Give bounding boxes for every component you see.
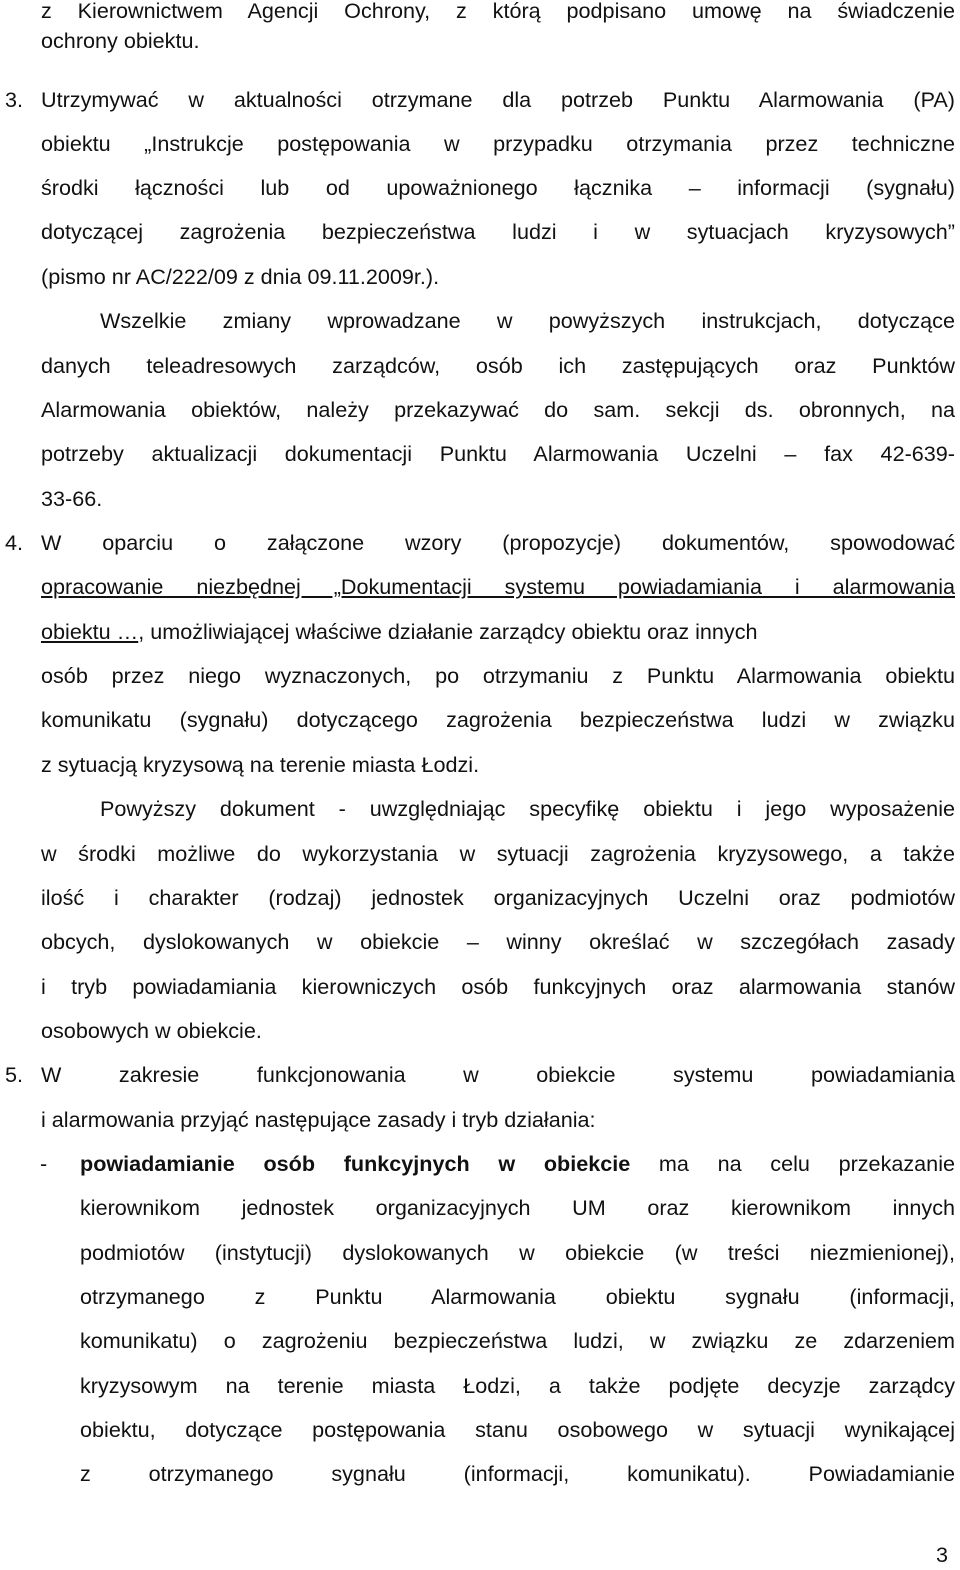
line-continuation: ma na celu przekazanie — [630, 1151, 955, 1176]
text-line: i tryb powiadamiania kierowniczych osób funkcyjnych oraz alarmowania stanów — [41, 974, 955, 999]
text-line: kierownikom jednostek organizacyjnych UM oraz kierownikom innych — [80, 1195, 955, 1220]
text-line: Utrzymywać w aktualności otrzymane dla potrzeb Punktu Alarmowania (PA) — [41, 87, 955, 112]
text-line: ochrony obiektu. — [41, 28, 200, 53]
text-line: obcych, dyslokowanych w obiekcie – winny określać w szczegółach zasady — [41, 929, 955, 954]
text-line: potrzeby aktualizacji dokumentacji Punktu Alarmowania Uczelni – fax 42-639- — [41, 441, 955, 466]
list-dash: - — [40, 1151, 48, 1176]
item-number: 5. — [5, 1062, 24, 1087]
text-line: komunikatu) o zagrożeniu bezpieczeństwa ludzi, w związku ze zdarzeniem — [80, 1328, 955, 1353]
item-number: 3. — [5, 87, 24, 112]
text-line: z otrzymanego sygnału (informacji, komunikatu). Powiadamianie — [80, 1461, 955, 1486]
text-line: otrzymanego z Punktu Alarmowania obiektu sygnału (informacji, — [80, 1284, 955, 1309]
underlined-text: obiektu … — [41, 619, 139, 644]
text-line: Wszelkie zmiany wprowadzane w powyższych instrukcjach, dotyczące — [100, 308, 955, 333]
text-line — [80, 1149, 955, 1179]
text-line: ilość i charakter (rodzaj) jednostek organizacyjnych Uczelni oraz podmiotów — [41, 885, 955, 910]
page-number: 3 — [936, 1542, 949, 1567]
text-line-underlined: opracowanie niezbędnej „Dokumentacji systemu powiadamiania i alarmowania — [41, 574, 955, 599]
text-line: podmiotów (instytucji) dyslokowanych w obiekcie (w treści niezmienionej), — [80, 1240, 955, 1265]
text-line: z sytuacją kryzysową na terenie miasta Łodzi. — [41, 752, 480, 777]
item-number: 4. — [5, 530, 24, 555]
text-line: danych teleadresowych zarządców, osób ich zastępujących oraz Punktów — [41, 353, 955, 378]
bold-term: powiadamianie osób funkcyjnych w obiekcie — [80, 1151, 631, 1176]
text-line: W oparciu o załączone wzory (propozycje) dokumentów, spowodować — [41, 530, 955, 555]
text-line: Powyższy dokument - uwzględniając specyfikę obiektu i jego wyposażenie — [100, 796, 955, 821]
text-line: Alarmowania obiektów, należy przekazywać do sam. sekcji ds. obronnych, na — [41, 397, 955, 422]
text-line: środki łączności lub od upoważnionego łącznika – informacji (sygnału) — [41, 175, 955, 200]
text-line — [41, 617, 955, 647]
line-continuation: , umożliwiającej właściwe działanie zarządcy obiektu oraz innych — [138, 619, 758, 644]
text-line: obiektu „Instrukcje postępowania w przypadku otrzymania przez techniczne — [41, 131, 955, 156]
text-line: W zakresie funkcjonowania w obiekcie systemu powiadamiania — [41, 1062, 955, 1087]
text-line: i alarmowania przyjąć następujące zasady i tryb działania: — [41, 1107, 596, 1132]
text-line: dotyczącej zagrożenia bezpieczeństwa ludzi i w sytuacjach kryzysowych” — [41, 219, 955, 244]
text-line: (pismo nr AC/222/09 z dnia 09.11.2009r.). — [41, 264, 440, 289]
text-line: komunikatu (sygnału) dotyczącego zagrożenia bezpieczeństwa ludzi w związku — [41, 707, 955, 732]
text-line: w środki możliwe do wykorzystania w sytuacji zagrożenia kryzysowego, a także — [41, 841, 955, 866]
text-line: osobowych w obiekcie. — [41, 1018, 262, 1043]
text-line: osób przez niego wyznaczonych, po otrzymaniu z Punktu Alarmowania obiektu — [41, 663, 955, 688]
text-line: 33-66. — [41, 486, 103, 511]
text-line: obiektu, dotyczące postępowania stanu osobowego w sytuacji wynikającej — [80, 1417, 955, 1442]
text-line: kryzysowym na terenie miasta Łodzi, a także podjęte decyzje zarządcy — [80, 1373, 955, 1398]
text-line: z Kierownictwem Agencji Ochrony, z którą podpisano umowę na świadczenie — [41, 0, 955, 23]
